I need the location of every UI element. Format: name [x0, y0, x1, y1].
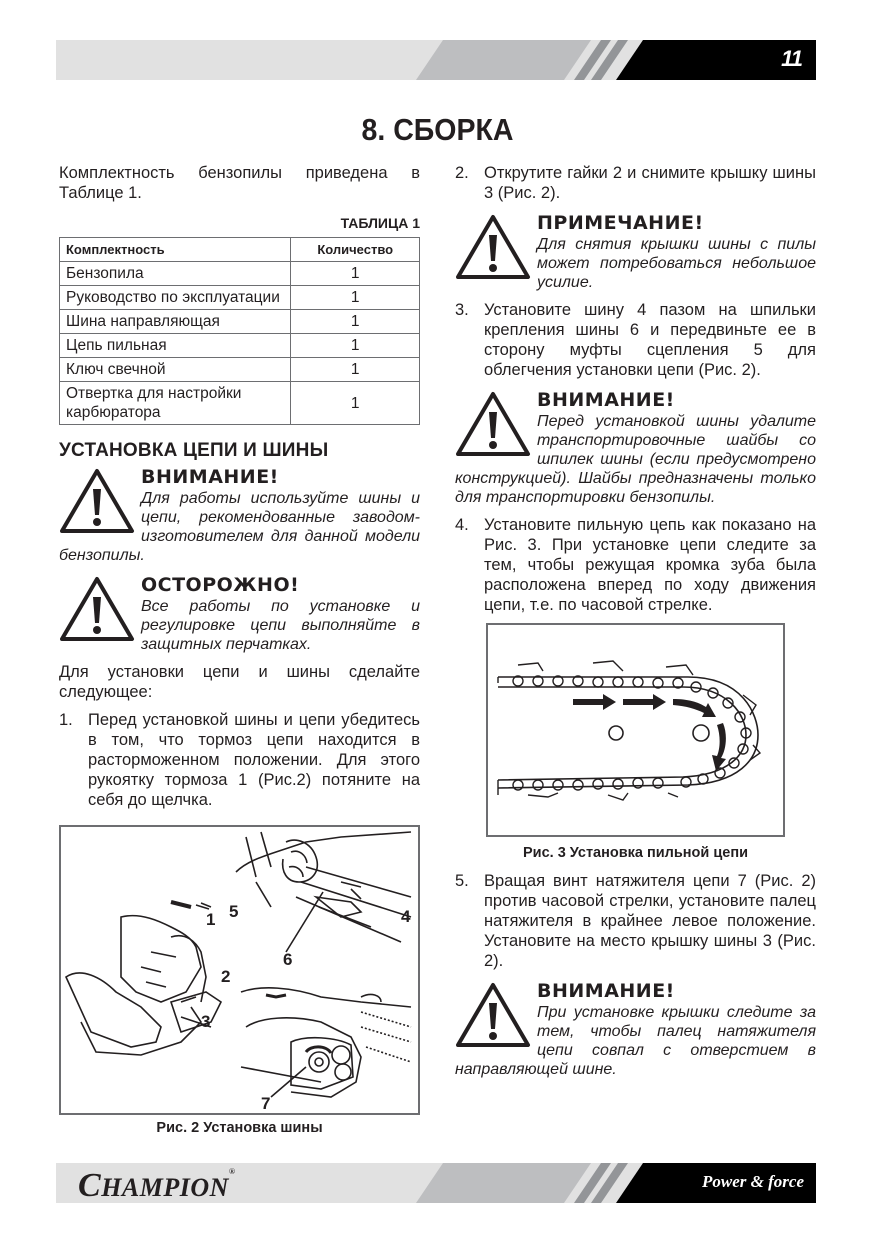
warning-triangle-icon: [455, 213, 535, 283]
step-3: [455, 300, 816, 380]
section-title: УСТАНОВКА ЦЕПИ И ШИНЫ: [59, 440, 329, 461]
step-number: 3.: [455, 301, 469, 319]
slogan: Power & force: [702, 1172, 804, 1191]
note-text: При установке крышки следите за тем, чтобы палец натяжителя цепи совпал с отверстием в направляющей шине.: [455, 1004, 816, 1078]
cell-qty: 1: [291, 262, 420, 286]
direction-arrows: [573, 694, 726, 771]
warning-triangle-icon: [59, 467, 139, 537]
header-stripes: [56, 40, 816, 80]
note-text: Перед установкой шины удалите транспортировочные шайбы со шпилек шины (если предусмотрено конструкцией). Шайбы предназначены только для транспортировки бензопилы.: [455, 413, 816, 506]
step-number: 1.: [59, 711, 73, 729]
page-number: 11: [781, 46, 802, 71]
header-item: Комплектность: [60, 238, 291, 262]
table-row: [60, 262, 420, 286]
label-5: 5: [229, 902, 239, 921]
header-qty: Количество: [291, 238, 420, 262]
note-heading: ПРИМЕЧАНИЕ!: [537, 212, 704, 234]
cell-qty: 1: [291, 334, 420, 358]
champion-logo: [78, 1167, 235, 1203]
page-title: 8. СБОРКА: [361, 112, 514, 147]
brand-initial: C: [78, 1167, 102, 1203]
step-5: [455, 871, 816, 971]
note-heading: ВНИМАНИЕ!: [537, 389, 675, 411]
saw-chain-illustration: [488, 625, 783, 835]
table-header-row: [60, 238, 420, 262]
step-2: [455, 163, 816, 203]
note-text: Все работы по установке и регулировке цепи выполняйте в защитных перчатках.: [141, 598, 420, 653]
cell-item: Руководство по эксплуатации: [60, 286, 291, 310]
note-heading: ОСТОРОЖНО!: [141, 574, 300, 596]
note-heading: ВНИМАНИЕ!: [537, 980, 675, 1002]
label-2: 2: [221, 967, 231, 986]
step-text: Открутите гайки 2 и снимите крышку шины 3 (Рис. 2).: [484, 164, 816, 202]
step-text: Вращая винт натяжителя цепи 7 (Рис. 2) против часовой стрелки, установите палец натяжителя в крайнее левое положение. Установите на место крышку шины 3 (Рис. 2).: [484, 872, 816, 970]
label-7: 7: [261, 1094, 271, 1113]
step-number: 5.: [455, 872, 469, 890]
step-1: [59, 710, 420, 810]
table-row: [60, 286, 420, 310]
note-attention: [59, 465, 420, 565]
note-attention-cover: [455, 979, 816, 1079]
note-text: Для снятия крышки шины с пилы может потребоваться небольшое усилие.: [537, 236, 816, 291]
table-row: [60, 382, 420, 425]
cell-item: Шина направляющая: [60, 310, 291, 334]
kit-table: [59, 237, 420, 425]
note-caution: [59, 573, 420, 654]
label-4: 4: [401, 907, 411, 926]
warning-triangle-icon: [455, 390, 535, 460]
cell-qty: 1: [291, 286, 420, 310]
cell-qty: 1: [291, 310, 420, 334]
step-text: Установите шину 4 пазом на шпильки крепления шины 6 и передвиньте ее в сторону муфты сцепления 5 для облегчения установки цепи (Рис. 2).: [484, 301, 816, 379]
cell-item: Отвертка для настройки карбюратора: [60, 382, 291, 425]
note-attention-washers: [455, 388, 816, 507]
figure-2-bar-installation: [59, 825, 420, 1115]
warning-triangle-icon: [59, 575, 139, 645]
bar-holes: [609, 725, 709, 741]
step-number: 2.: [455, 164, 469, 182]
figure-3-caption: Рис. 3 Установка пильной цепи: [522, 845, 749, 861]
cell-item: Бензопила: [60, 262, 291, 286]
intro-text: Комплектность бензопилы приведена в Таблице 1.: [59, 164, 420, 202]
left-column: [59, 163, 420, 818]
cell-item: Ключ свечной: [60, 358, 291, 382]
cell-qty: 1: [291, 358, 420, 382]
step-4: [455, 515, 816, 615]
note-heading: ВНИМАНИЕ!: [141, 466, 279, 488]
figure-2-caption: Рис. 2 Установка шины: [156, 1120, 323, 1136]
label-3: 3: [201, 1012, 211, 1031]
label-1: 1: [206, 910, 216, 929]
lead-text: Для установки цепи и шины сделайте следующее:: [59, 663, 420, 701]
footer-band: [56, 1163, 816, 1203]
table-row: [60, 358, 420, 382]
table-caption: ТАБЛИЦА 1: [340, 215, 420, 231]
cell-item: Цепь пильная: [60, 334, 291, 358]
step-text: Установите пильную цепь как показано на Рис. 3. При установке цепи следите за тем, чтобы режущая кромка зуба была расположена вперед по ходу движения цепи, т.е. по часовой стрелке.: [484, 516, 816, 614]
table-row: [60, 310, 420, 334]
right-column: [455, 163, 816, 1087]
brand-name: HAMPION: [101, 1173, 229, 1202]
table-row: [60, 334, 420, 358]
label-6: 6: [283, 950, 293, 969]
cell-qty: 1: [291, 382, 420, 425]
bar-installation-illustration: [61, 827, 418, 1113]
step-number: 4.: [455, 516, 469, 534]
registered-mark: ®: [228, 1167, 236, 1176]
figure-3-chain-installation: [486, 623, 785, 837]
header-band: [56, 40, 816, 80]
step-text: Перед установкой шины и цепи убедитесь в том, что тормоз цепи находится в расторможенном положении. Для этого рукоятку тормоза 1 (Рис.2) потяните на себя до щелчка.: [88, 711, 420, 809]
note-remark: [455, 211, 816, 292]
note-text: Для работы используйте шины и цепи, рекомендованные заводом-изготовителем для данной модели бензопилы.: [59, 490, 420, 564]
warning-triangle-icon: [455, 981, 535, 1051]
